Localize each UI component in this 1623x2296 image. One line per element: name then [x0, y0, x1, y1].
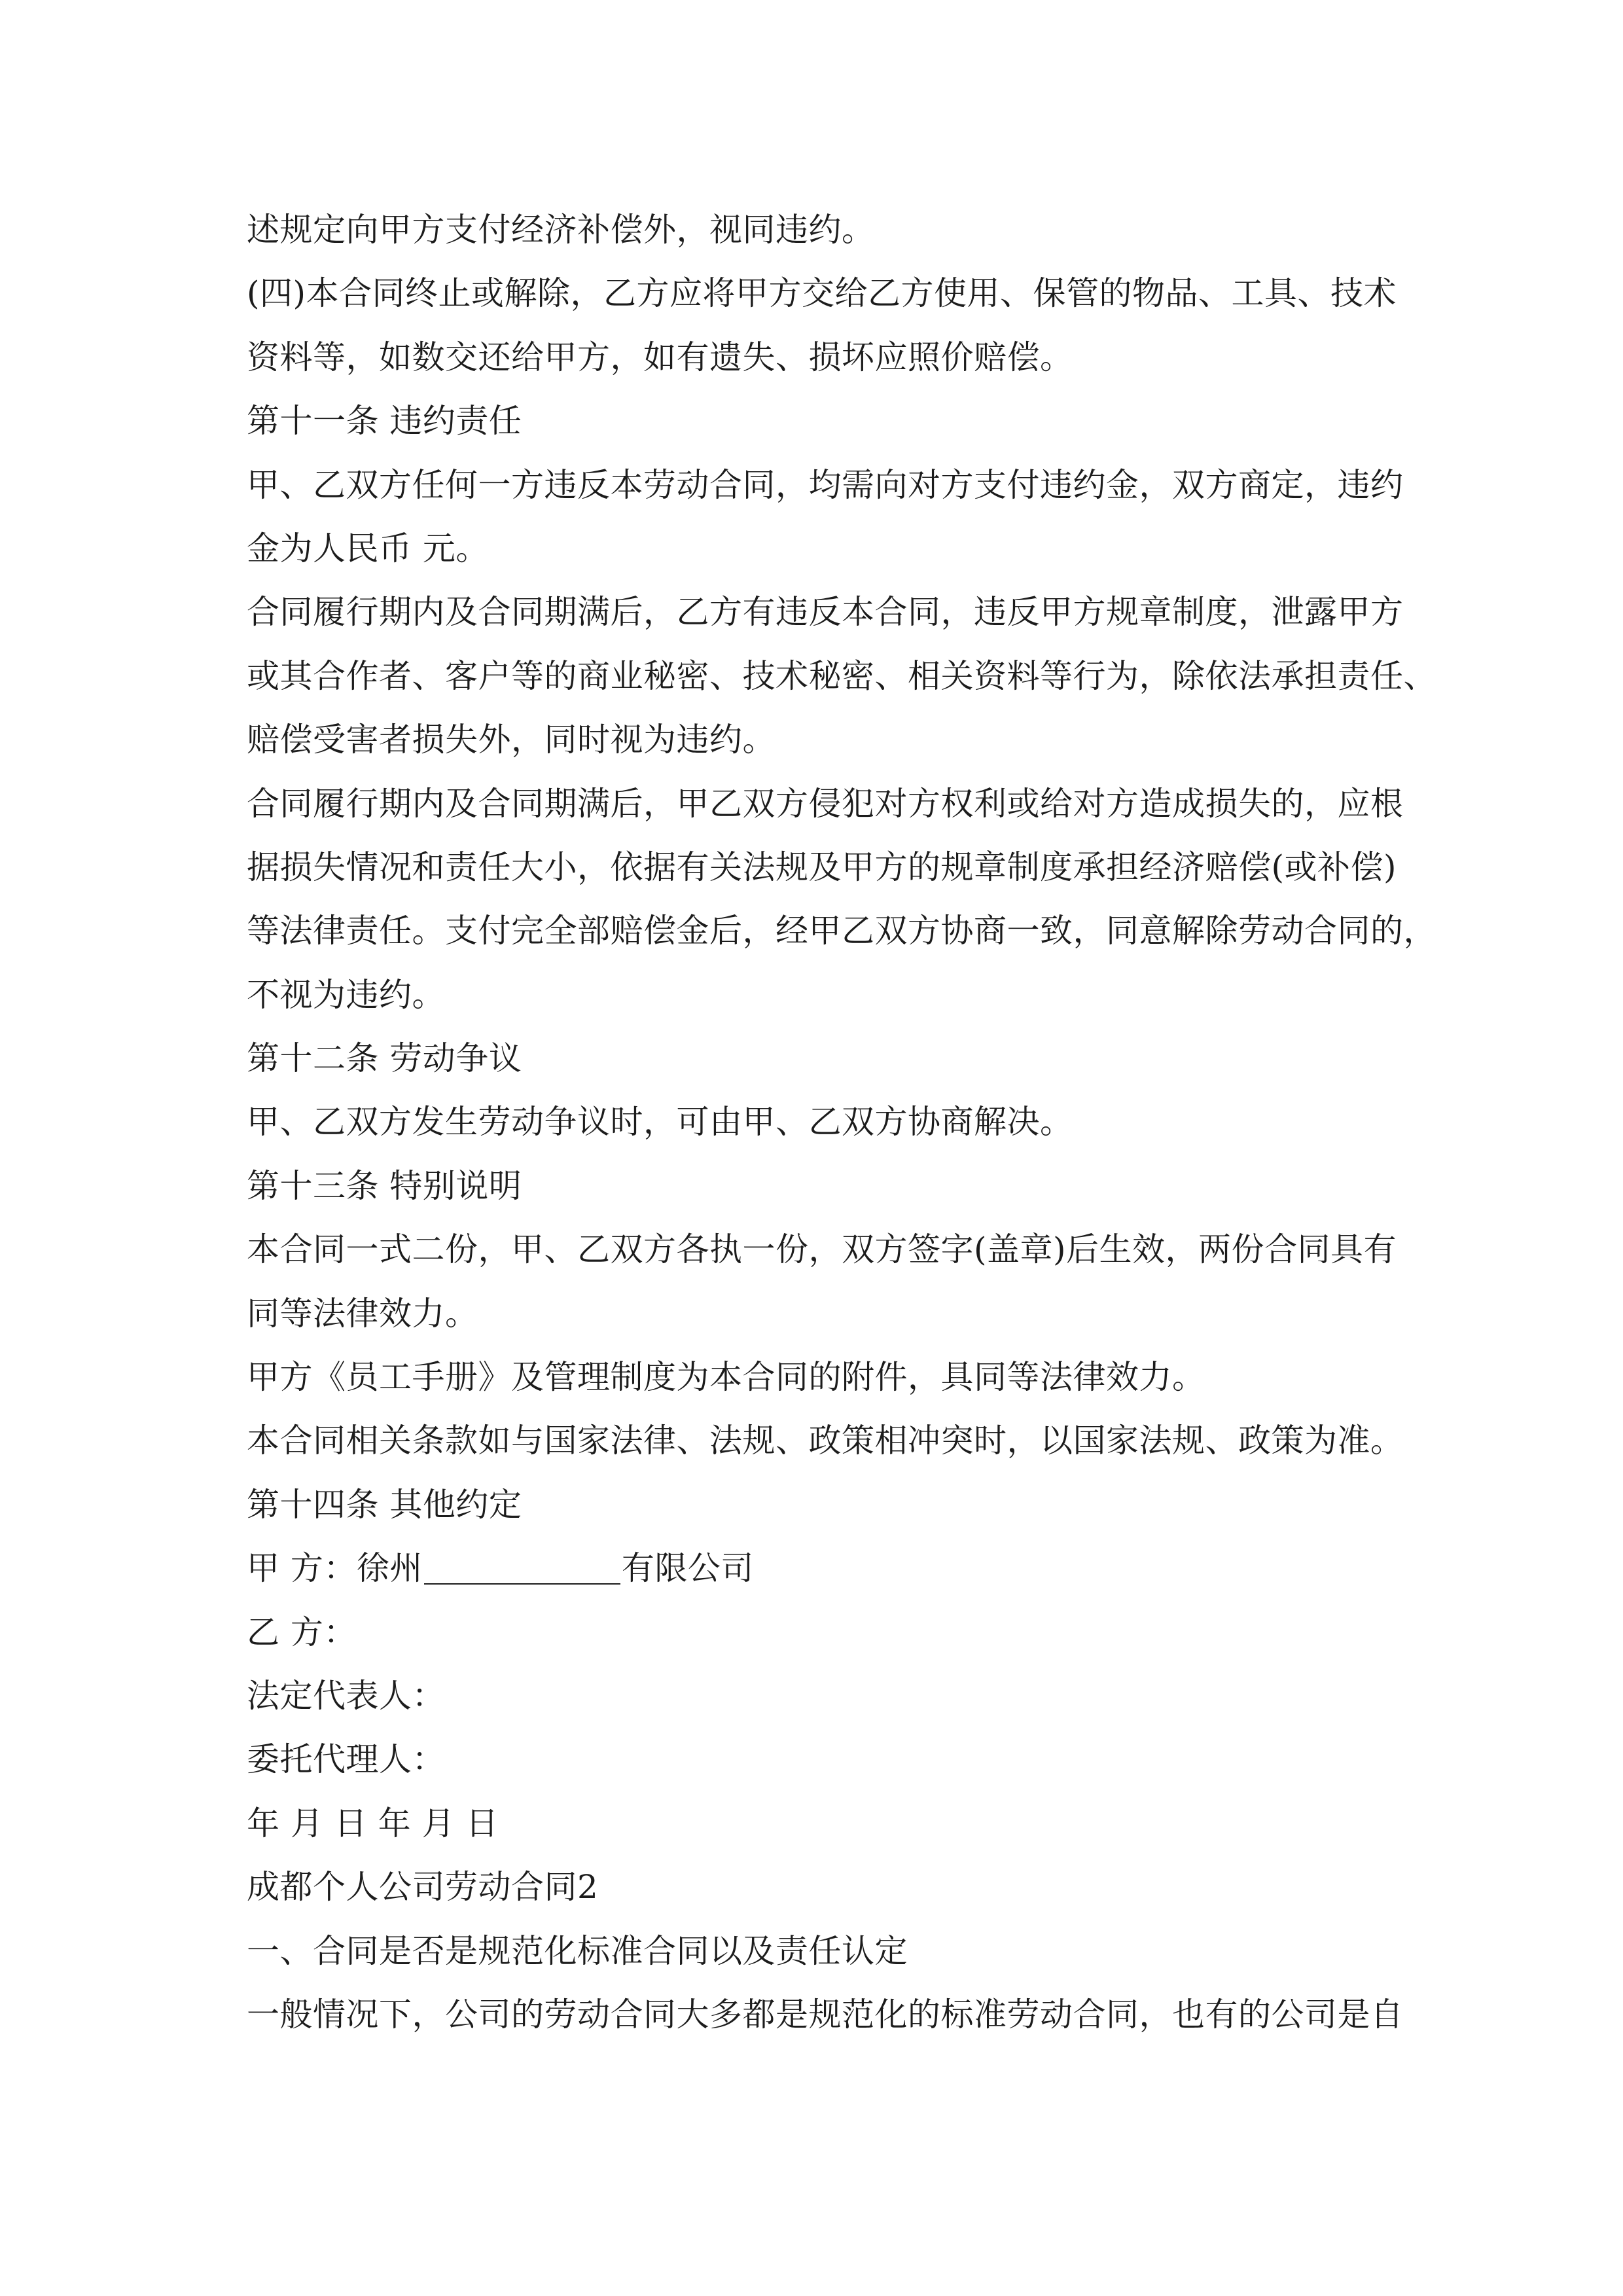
- text-line: 同等法律效力。: [247, 1294, 478, 1333]
- text-line: 述规定向甲方支付经济补偿外，视同违约。: [247, 211, 875, 249]
- document-title: 成都个人公司劳动合同2: [247, 1868, 599, 1907]
- document-body: [247, 198, 1436, 2047]
- party-a-line: [247, 1537, 1399, 1600]
- text-line: 金为人民币 元。: [247, 529, 489, 567]
- text-line: 资料等，如数交还给甲方，如有遗失、损坏应照价赔偿。: [247, 338, 1073, 376]
- text-line: (四)本合同终止或解除，乙方应将甲方交给乙方使用、保管的物品、工具、技术: [247, 274, 1397, 313]
- party-a-label: 甲 方：徐州: [247, 1549, 423, 1588]
- date-line: 年 月 日 年 月 日: [247, 1804, 499, 1842]
- article-heading: 第十二条 劳动争议: [247, 1039, 522, 1078]
- party-b-line: 乙 方：: [247, 1613, 357, 1651]
- text-line: 一般情况下，公司的劳动合同大多都是规范化的标准劳动合同，也有的公司是自: [247, 1995, 1404, 2034]
- text-line: 不视为违约。: [247, 975, 445, 1014]
- text-line: 赔偿受害者损失外，同时视为违约。: [247, 721, 776, 759]
- text-line: 据损失情况和责任大小，依据有关法规及甲方的规章制度承担经济赔偿(或补偿): [247, 848, 1397, 886]
- text-line: 合同履行期内及合同期满后，甲乙双方侵犯对方权利或给对方造成损失的，应根: [247, 784, 1404, 823]
- legal-representative-line: 法定代表人：: [247, 1676, 445, 1715]
- article-heading: 第十三条 特别说明: [247, 1166, 522, 1205]
- text-line: 甲方《员工手册》及管理制度为本合同的附件，具同等法律效力。: [247, 1358, 1205, 1397]
- text-line: 等法律责任。支付完全部赔偿金后，经甲乙双方协商一致，同意解除劳动合同的，: [247, 912, 1436, 950]
- section-heading: 一、合同是否是规范化标准合同以及责任认定: [247, 1931, 908, 1970]
- text-line: 合同履行期内及合同期满后，乙方有违反本合同，违反甲方规章制度，泄露甲方: [247, 593, 1404, 632]
- text-line: 本合同相关条款如与国家法律、法规、政策相冲突时，以国家法规、政策为准。: [247, 1422, 1404, 1460]
- text-line: 或其合作者、客户等的商业秘密、技术秘密、相关资料等行为，除依法承担责任、: [247, 656, 1436, 695]
- authorized-agent-line: 委托代理人：: [247, 1740, 445, 1779]
- text-line: 甲、乙双方任何一方违反本劳动合同，均需向对方支付违约金，双方商定，违约: [247, 465, 1404, 504]
- article-heading: 第十一条 违约责任: [247, 402, 522, 440]
- party-a-name-blank: [424, 1548, 620, 1585]
- text-line: 本合同一式二份，甲、乙双方各执一份，双方签字(盖章)后生效，两份合同具有: [247, 1230, 1397, 1269]
- article-heading: 第十四条 其他约定: [247, 1485, 522, 1524]
- text-line: 甲、乙双方发生劳动争议时，可由甲、乙双方协商解决。: [247, 1103, 1073, 1141]
- party-a-suffix: 有限公司: [621, 1549, 754, 1588]
